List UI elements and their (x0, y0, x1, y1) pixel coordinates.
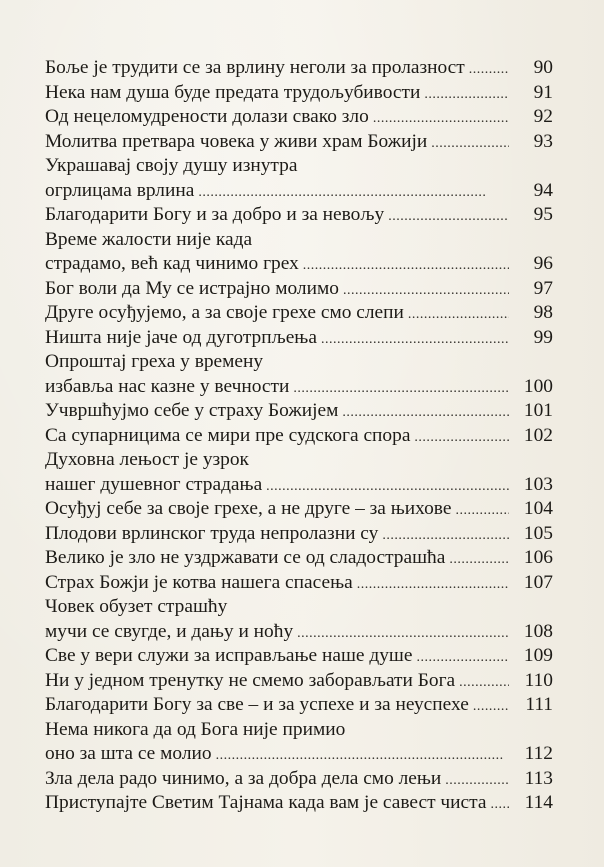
toc-entry-title: Друге осуђујемо, а за своје грехе смо слепи (45, 302, 404, 323)
toc-page-number: 98 (533, 302, 553, 323)
toc-line (45, 81, 553, 106)
toc-entry-title: Ни у једном тренутку не смемо заборављати Бога (45, 669, 456, 691)
toc-line (45, 644, 553, 669)
toc-line (45, 497, 553, 522)
leader-dots (373, 107, 509, 132)
leader-dots (431, 132, 509, 157)
toc-entry (45, 130, 553, 155)
toc-line (45, 522, 553, 547)
toc-line (45, 375, 553, 400)
toc-line (45, 448, 553, 473)
toc-entry (45, 448, 553, 497)
toc-line (45, 277, 553, 302)
toc-page-number: 100 (523, 375, 553, 397)
toc-entry (45, 203, 553, 228)
toc-entry (45, 154, 553, 203)
toc-entry-title: избавља нас казне у вечности (45, 375, 290, 397)
toc-line (45, 767, 553, 792)
leader-dots (445, 769, 509, 794)
toc-entry (45, 595, 553, 644)
toc-entry (45, 497, 553, 522)
toc-line (45, 424, 553, 449)
toc-page-number: 113 (524, 767, 553, 789)
leader-dots (216, 744, 509, 769)
leader-dots (416, 646, 509, 671)
leader-dots (473, 695, 509, 720)
toc-line (45, 399, 553, 424)
toc-entry (45, 277, 553, 302)
leader-dots (266, 475, 509, 500)
toc-entry (45, 718, 553, 767)
leader-dots (303, 254, 509, 279)
toc-entry-title: Украшавај своју душу изнутра (45, 155, 298, 176)
leader-dots (455, 499, 509, 524)
toc-entry (45, 791, 553, 816)
toc-page-number: 103 (523, 473, 553, 495)
toc-entry-title: Учвршћујмо себе у страху Божијем (45, 400, 339, 421)
leader-dots (459, 671, 509, 696)
toc-page-number: 93 (533, 130, 553, 152)
toc-entry-title: Са супарницима се мири пре судскога спора (45, 424, 411, 446)
toc-entry-title: Осуђуј себе за своје грехе, а не друге – за њихове (45, 498, 452, 519)
toc-entry-title: Опроштај греха у времену (45, 351, 264, 372)
toc-entry-title: Благодарити Богу и за добро и за невољу (45, 204, 385, 225)
toc-line (45, 791, 553, 816)
toc-entry (45, 228, 553, 277)
toc-line (45, 179, 553, 204)
toc-entry (45, 644, 553, 669)
toc-entry-title: Човек обузет страшћу (45, 596, 228, 617)
toc-line (45, 301, 553, 326)
toc-entry-title: Приступајте Светим Тајнама када вам је савест чиста (45, 792, 487, 813)
toc-entry-title: Од нецеломудрености долази свако зло (45, 106, 369, 127)
toc-page-number: 108 (523, 620, 553, 642)
toc-entry (45, 571, 553, 596)
toc-line (45, 693, 553, 718)
toc-page-number: 101 (523, 400, 553, 421)
leader-dots (449, 548, 509, 573)
toc-entry-title: Бог воли да Му се истрајно молимо (45, 277, 339, 299)
toc-entry-title: Плодови врлинског труда непролазни су (45, 522, 379, 544)
toc-line (45, 56, 553, 81)
toc-entry-title: Време жалости није када (45, 228, 253, 250)
leader-dots (408, 303, 509, 328)
toc-page-number: 111 (525, 694, 553, 715)
toc-entry (45, 693, 553, 718)
toc-line (45, 228, 553, 253)
toc-entry (45, 105, 553, 130)
toc-page-number: 105 (523, 522, 553, 544)
leader-dots (414, 426, 509, 451)
toc-page-number: 102 (523, 424, 553, 446)
toc-entry-title: Нека нам душа буде предата трудољубивости (45, 81, 421, 103)
toc-page-number: 112 (524, 743, 553, 764)
toc-entry (45, 399, 553, 424)
leader-dots (357, 573, 509, 598)
toc-line (45, 742, 553, 767)
toc-entry-title: Зла дела радо чинимо, а за добра дела смо лењи (45, 767, 442, 789)
leader-dots (342, 401, 509, 426)
toc-page-number: 106 (523, 547, 553, 568)
toc-line (45, 252, 553, 277)
toc-entry-title: страдамо, већ кад чинимо грех (45, 253, 299, 274)
toc-page-number: 109 (523, 645, 553, 666)
toc-entry (45, 326, 553, 351)
table-of-contents (45, 56, 553, 816)
leader-dots (382, 524, 509, 549)
toc-line (45, 105, 553, 130)
toc-line (45, 130, 553, 155)
toc-page-number: 96 (533, 253, 553, 274)
toc-entry (45, 669, 553, 694)
toc-entry (45, 350, 553, 399)
toc-entry-title: оно за шта се молио (45, 743, 212, 764)
toc-page-number: 97 (533, 277, 553, 299)
toc-entry-title: Нема никога да од Бога није примио (45, 718, 346, 740)
leader-dots (321, 328, 509, 353)
toc-page-number: 110 (524, 669, 553, 691)
toc-entry (45, 424, 553, 449)
toc-entry-title: Све у вери служи за исправљање наше душе (45, 645, 413, 666)
toc-page-number: 107 (523, 571, 553, 593)
toc-page-number: 94 (533, 179, 553, 201)
toc-entry-title: огрлицама врлина (45, 179, 195, 201)
leader-dots (293, 377, 509, 402)
leader-dots (424, 83, 509, 108)
leader-dots (469, 58, 509, 83)
toc-entry (45, 56, 553, 81)
toc-entry (45, 301, 553, 326)
toc-page-number: 92 (533, 106, 553, 127)
toc-entry-title: Молитва претвара човека у живи храм Божији (45, 130, 428, 152)
toc-line (45, 718, 553, 743)
leader-dots (490, 793, 509, 818)
toc-line (45, 595, 553, 620)
leader-dots (388, 205, 509, 230)
toc-line (45, 326, 553, 351)
toc-line (45, 473, 553, 498)
toc-line (45, 154, 553, 179)
toc-line (45, 546, 553, 571)
toc-entry-title: Духовна лењост је узрок (45, 449, 249, 470)
toc-entry-title: Благодарити Богу за све – и за успехе и за неуспехе (45, 694, 469, 715)
leader-dots (343, 279, 509, 304)
toc-page-number: 91 (533, 81, 553, 103)
toc-entry (45, 767, 553, 792)
toc-entry-title: нашег душевног страдања (45, 473, 263, 495)
toc-line (45, 203, 553, 228)
toc-entry-title: Ништа није јаче од дуготрпљења (45, 326, 317, 348)
toc-entry (45, 81, 553, 106)
toc-line (45, 350, 553, 375)
toc-entry-title: Боље је трудити се за врлину неголи за пролазност (45, 57, 465, 78)
toc-line (45, 669, 553, 694)
toc-entry (45, 546, 553, 571)
toc-entry-title: Велико је зло не уздржавати се од сладострашћа (45, 547, 446, 568)
toc-entry-title: мучи се свугде, и дању и ноћу (45, 620, 294, 642)
toc-line (45, 571, 553, 596)
toc-page-number: 90 (533, 57, 553, 78)
leader-dots (198, 181, 509, 206)
toc-page-number: 104 (523, 498, 553, 519)
toc-entry (45, 522, 553, 547)
leader-dots (297, 622, 509, 647)
toc-page-number: 95 (533, 204, 553, 225)
toc-entry-title: Страх Божји је котва нашега спасења (45, 571, 353, 593)
toc-page-number: 99 (533, 326, 553, 348)
toc-line (45, 620, 553, 645)
toc-page-number: 114 (524, 792, 553, 813)
